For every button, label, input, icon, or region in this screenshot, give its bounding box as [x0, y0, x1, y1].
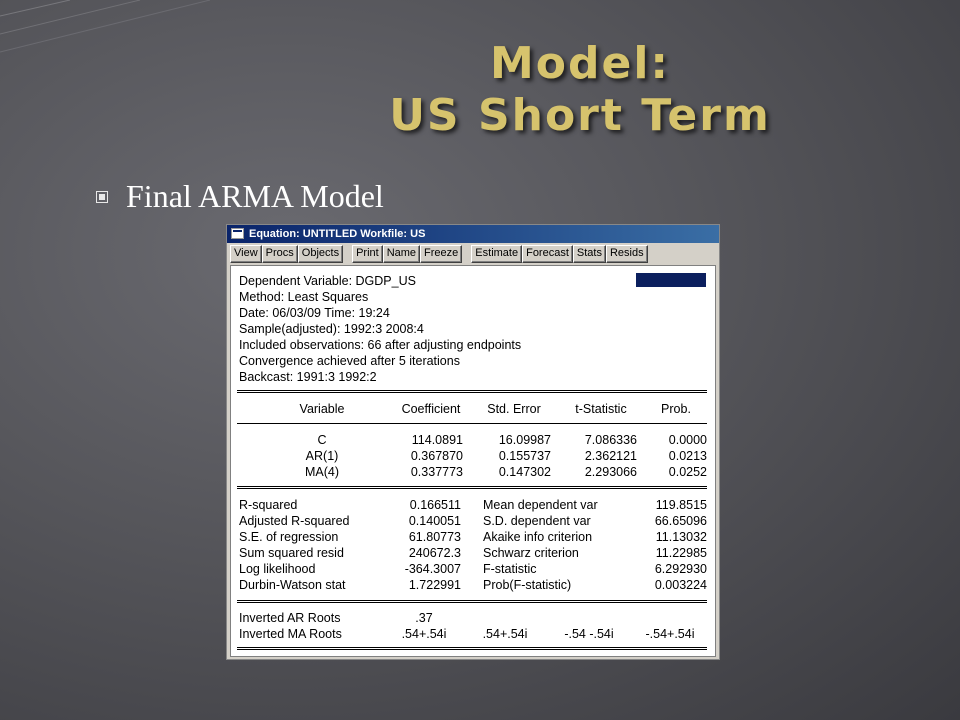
stats-row: [231, 578, 711, 594]
slide-title: [330, 38, 830, 142]
cell-prob: 0.0252: [668, 465, 707, 479]
stats-row: [231, 514, 711, 530]
stat-value: 11.13032: [655, 530, 707, 544]
header-dependent-variable: Dependent Variable: DGDP_US: [239, 274, 416, 288]
procs-button[interactable]: Procs: [262, 245, 298, 263]
cell-coefficient: 0.367870: [410, 449, 463, 463]
stat-value: 119.8515: [655, 498, 707, 512]
stats-row: [231, 498, 711, 514]
title-line-1: Model:: [489, 38, 671, 89]
resids-button[interactable]: Resids: [606, 245, 648, 263]
cell-std-error: 0.147302: [498, 465, 551, 479]
stats-row: [231, 530, 711, 546]
cell-t-statistic: 2.362121: [584, 449, 637, 463]
cell-std-error: 16.09987: [498, 433, 551, 447]
title-line-2: US Short Term: [389, 90, 771, 141]
eviews-equation-window[interactable]: [226, 224, 720, 660]
stat-label: Akaike info criterion: [483, 530, 593, 544]
window-icon: [231, 228, 244, 239]
table-header-row: [231, 402, 711, 418]
stat-label: S.E. of regression: [239, 530, 339, 544]
root-value: .37: [415, 611, 433, 625]
root-value: .54+.54i: [482, 627, 528, 641]
square-bullet-icon: [96, 191, 108, 203]
divider: [237, 390, 707, 393]
root-value: -.54 -.54i: [564, 627, 614, 641]
stat-label: Prob(F-statistic): [483, 578, 572, 592]
cell-coefficient: 0.337773: [410, 465, 463, 479]
stat-value: 61.80773: [408, 530, 461, 544]
table-row: [231, 433, 711, 449]
root-value: -.54+.54i: [645, 627, 695, 641]
stat-label: S.D. dependent var: [483, 514, 591, 528]
header-convergence: Convergence achieved after 5 iterations: [239, 354, 460, 368]
header-date: Date: 06/03/09 Time: 19:24: [239, 306, 390, 320]
cell-coefficient: 114.0891: [411, 433, 463, 447]
ma-roots-row: [231, 627, 711, 643]
window-titlebar[interactable]: [227, 225, 719, 243]
divider: [237, 486, 707, 489]
estimation-output[interactable]: [230, 265, 716, 657]
stat-label: Schwarz criterion: [483, 546, 579, 560]
window-title: Equation: UNTITLED Workfile: US: [249, 228, 426, 240]
stat-value: 6.292930: [654, 562, 707, 576]
divider: [237, 647, 707, 650]
forecast-button[interactable]: Forecast: [522, 245, 573, 263]
cell-t-statistic: 7.086336: [584, 433, 637, 447]
stat-label: F-statistic: [483, 562, 537, 576]
header-backcast: Backcast: 1991:3 1992:2: [239, 370, 377, 384]
stat-value: 240672.3: [408, 546, 461, 560]
header-method: Method: Least Squares: [239, 290, 369, 304]
objects-button[interactable]: Objects: [298, 245, 343, 263]
freeze-button[interactable]: Freeze: [420, 245, 462, 263]
stat-value: 66.65096: [654, 514, 707, 528]
ar-roots-row: [231, 611, 711, 627]
roots-label: Inverted AR Roots: [239, 611, 341, 625]
selection-highlight: [636, 273, 706, 287]
cell-variable: AR(1): [305, 449, 339, 463]
roots-label: Inverted MA Roots: [239, 627, 342, 641]
stat-label: Adjusted R-squared: [239, 514, 350, 528]
divider: [237, 600, 707, 603]
view-button[interactable]: View: [230, 245, 262, 263]
cell-prob: 0.0213: [668, 449, 707, 463]
cell-std-error: 0.155737: [498, 449, 551, 463]
column-header: Prob.: [661, 402, 691, 416]
table-row: [231, 449, 711, 465]
stat-label: Sum squared resid: [239, 546, 344, 560]
stat-value: 0.003224: [654, 578, 707, 592]
estimate-button[interactable]: Estimate: [471, 245, 522, 263]
stat-value: 11.22985: [655, 546, 707, 560]
stat-label: Log likelihood: [239, 562, 316, 576]
column-header: t-Statistic: [575, 402, 627, 416]
bullet-text: Final ARMA Model: [126, 178, 384, 214]
cell-prob: 0.0000: [668, 433, 707, 447]
divider: [237, 423, 707, 424]
stats-row: [231, 546, 711, 562]
stat-label: Durbin-Watson stat: [239, 578, 346, 592]
header-sample: Sample(adjusted): 1992:3 2008:4: [239, 322, 424, 336]
stat-label: Mean dependent var: [483, 498, 598, 512]
toolbar: [227, 243, 719, 265]
print-button[interactable]: Print: [352, 245, 383, 263]
stats-row: [231, 562, 711, 578]
cell-t-statistic: 2.293066: [584, 465, 637, 479]
stat-label: R-squared: [239, 498, 298, 512]
cell-variable: C: [317, 433, 327, 447]
stat-value: 0.166511: [409, 498, 461, 512]
table-row: [231, 465, 711, 481]
name-button[interactable]: Name: [383, 245, 420, 263]
root-value: .54+.54i: [401, 627, 447, 641]
header-observations: Included observations: 66 after adjusting endpoints: [239, 338, 522, 352]
stat-value: 1.722991: [408, 578, 461, 592]
cell-variable: MA(4): [304, 465, 340, 479]
column-header: Std. Error: [487, 402, 541, 416]
column-header: Variable: [299, 402, 345, 416]
column-header: Coefficient: [401, 402, 461, 416]
stat-value: 0.140051: [408, 514, 461, 528]
stat-value: -364.3007: [404, 562, 461, 576]
stats-button[interactable]: Stats: [573, 245, 606, 263]
bullet-item: [96, 178, 384, 215]
